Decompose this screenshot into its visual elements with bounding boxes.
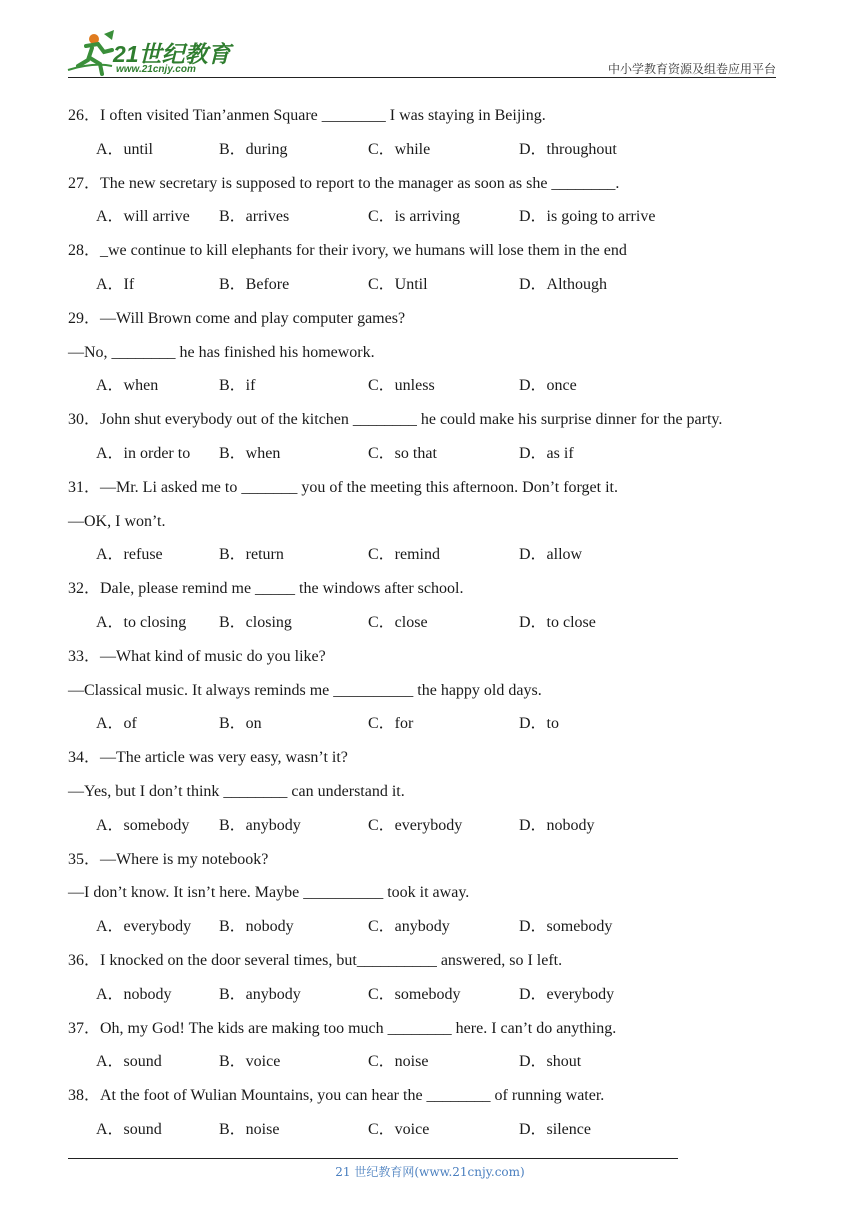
answer-option[interactable]: D．silence bbox=[519, 1120, 591, 1138]
answer-option[interactable]: C．unless bbox=[368, 377, 435, 395]
answer-options bbox=[68, 609, 828, 643]
question-reply: —OK, I won’t. bbox=[68, 512, 166, 530]
question-item bbox=[68, 237, 828, 305]
answer-option[interactable]: D．as if bbox=[519, 444, 574, 462]
answer-option[interactable]: B．on bbox=[219, 715, 262, 733]
answer-options bbox=[68, 1048, 828, 1082]
answer-option[interactable]: D．to bbox=[519, 715, 560, 733]
answer-option[interactable]: D．throughout bbox=[519, 140, 617, 158]
header-divider bbox=[68, 77, 776, 78]
footer-divider bbox=[68, 1158, 678, 1159]
answer-option[interactable]: B．closing bbox=[219, 613, 292, 631]
answer-options bbox=[68, 440, 828, 474]
answer-option[interactable]: C．for bbox=[368, 715, 414, 733]
answer-option[interactable]: C．is arriving bbox=[368, 208, 460, 226]
question-item bbox=[68, 846, 828, 947]
question-stem: 37．Oh, my God! The kids are making too much ________ here. I can’t do anything. bbox=[68, 1019, 617, 1037]
answer-option[interactable]: D．somebody bbox=[519, 918, 613, 936]
answer-option[interactable]: A．If bbox=[96, 275, 135, 293]
answer-options bbox=[68, 812, 828, 846]
question-stem: 30．John shut everybody out of the kitchen ________ he could make his surprise dinner for the party. bbox=[68, 411, 723, 429]
question-reply: —Classical music. It always reminds me __________ the happy old days. bbox=[68, 681, 542, 699]
answer-option[interactable]: B．Before bbox=[219, 275, 290, 293]
question-stem: 27．The new secretary is supposed to report to the manager as soon as she ________. bbox=[68, 174, 620, 192]
question-stem: 32．Dale, please remind me _____ the windows after school. bbox=[68, 580, 464, 598]
platform-title: 中小学教育资源及组卷应用平台 bbox=[607, 62, 776, 76]
answer-option[interactable]: B．during bbox=[219, 140, 288, 158]
answer-option[interactable]: D．allow bbox=[519, 546, 583, 564]
question-item bbox=[68, 406, 828, 474]
answer-option[interactable]: A．sound bbox=[96, 1120, 162, 1138]
answer-option[interactable]: A．somebody bbox=[96, 816, 190, 834]
answer-option[interactable]: A．sound bbox=[96, 1053, 162, 1071]
question-stem: 34．—The article was very easy, wasn’t it? bbox=[68, 749, 348, 767]
answer-options bbox=[68, 203, 828, 237]
footer-text: 21 世纪教育网(www.21cnjy.com) bbox=[335, 1165, 525, 1179]
question-item bbox=[68, 1015, 828, 1083]
question-item bbox=[68, 1082, 828, 1150]
page-header bbox=[0, 0, 860, 80]
answer-option[interactable]: C．noise bbox=[368, 1053, 429, 1071]
question-stem: 28．_we continue to kill elephants for their ivory, we humans will lose them in the end bbox=[68, 242, 627, 260]
answer-option[interactable]: B．noise bbox=[219, 1120, 280, 1138]
question-reply: —Yes, but I don’t think ________ can understand it. bbox=[68, 782, 405, 800]
answer-option[interactable]: D．Although bbox=[519, 275, 608, 293]
question-reply: —I don’t know. It isn’t here. Maybe __________ took it away. bbox=[68, 884, 470, 902]
answer-option[interactable]: C．so that bbox=[368, 444, 437, 462]
logo-url: www.21cnjy.com bbox=[116, 64, 196, 75]
answer-option[interactable]: B．anybody bbox=[219, 985, 301, 1003]
answer-option[interactable]: A．to closing bbox=[96, 613, 187, 631]
answer-option[interactable]: A．of bbox=[96, 715, 137, 733]
answer-option[interactable]: C．anybody bbox=[368, 918, 450, 936]
answer-option[interactable]: B．nobody bbox=[219, 918, 294, 936]
question-stem: 26．I often visited Tian’anmen Square ________ I was staying in Beijing. bbox=[68, 107, 546, 124]
answer-options bbox=[68, 981, 828, 1015]
question-item bbox=[68, 947, 828, 1015]
question-stem: 38．At the foot of Wulian Mountains, you can hear the ________ of running water. bbox=[68, 1087, 605, 1105]
answer-options bbox=[68, 372, 828, 406]
question-stem: 29．—Will Brown come and play computer games? bbox=[68, 309, 406, 327]
answer-option[interactable]: C．everybody bbox=[368, 816, 463, 834]
question-item bbox=[68, 102, 828, 170]
question-item bbox=[68, 744, 828, 845]
answer-option[interactable]: C．somebody bbox=[368, 985, 461, 1003]
logo-text: 21世纪教育 bbox=[113, 41, 231, 67]
answer-options bbox=[68, 710, 828, 744]
question-item bbox=[68, 643, 828, 744]
answer-option[interactable]: A．will arrive bbox=[96, 208, 190, 226]
answer-options bbox=[68, 136, 828, 170]
answer-options bbox=[68, 541, 828, 575]
answer-options bbox=[68, 271, 828, 305]
answer-option[interactable]: A．until bbox=[96, 140, 153, 158]
answer-options bbox=[68, 913, 828, 947]
answer-option[interactable]: A．refuse bbox=[96, 546, 163, 564]
answer-option[interactable]: A．nobody bbox=[96, 985, 172, 1003]
question-item bbox=[68, 305, 828, 406]
answer-option[interactable]: B．arrives bbox=[219, 208, 290, 226]
answer-option[interactable]: D．to close bbox=[519, 613, 596, 631]
question-item bbox=[68, 170, 828, 238]
answer-option[interactable]: A．in order to bbox=[96, 444, 191, 462]
question-stem: 33．—What kind of music do you like? bbox=[68, 647, 326, 665]
question-item bbox=[68, 474, 828, 575]
question-stem: 36．I knocked on the door several times, but__________ answered, so I left. bbox=[68, 951, 563, 969]
answer-option[interactable]: D．nobody bbox=[519, 816, 595, 834]
answer-option[interactable]: D．is going to arrive bbox=[519, 208, 656, 226]
answer-option[interactable]: D．shout bbox=[519, 1053, 582, 1071]
answer-options bbox=[68, 1116, 828, 1150]
answer-option[interactable]: B．return bbox=[219, 546, 284, 564]
answer-option[interactable]: C．Until bbox=[368, 275, 428, 293]
answer-option[interactable]: A．when bbox=[96, 377, 159, 395]
answer-option[interactable]: A．everybody bbox=[96, 918, 192, 936]
answer-option[interactable]: B．when bbox=[219, 444, 281, 462]
question-item bbox=[68, 575, 828, 643]
question-reply: —No, ________ he has finished his homework. bbox=[68, 343, 375, 361]
answer-option[interactable]: B．if bbox=[219, 377, 256, 395]
answer-option[interactable]: C．voice bbox=[368, 1120, 430, 1138]
answer-option[interactable]: C．close bbox=[368, 613, 428, 631]
question-list bbox=[68, 102, 828, 1150]
question-stem: 35．—Where is my notebook? bbox=[68, 850, 269, 868]
answer-option[interactable]: D．everybody bbox=[519, 985, 615, 1003]
answer-option[interactable]: D．once bbox=[519, 377, 577, 395]
answer-option[interactable]: B．voice bbox=[219, 1053, 281, 1071]
answer-option[interactable]: C．remind bbox=[368, 546, 440, 564]
question-stem: 31．—Mr. Li asked me to _______ you of the meeting this afternoon. Don’t forget it. bbox=[68, 478, 618, 496]
answer-option[interactable]: C．while bbox=[368, 140, 431, 158]
answer-option[interactable]: B．anybody bbox=[219, 816, 301, 834]
